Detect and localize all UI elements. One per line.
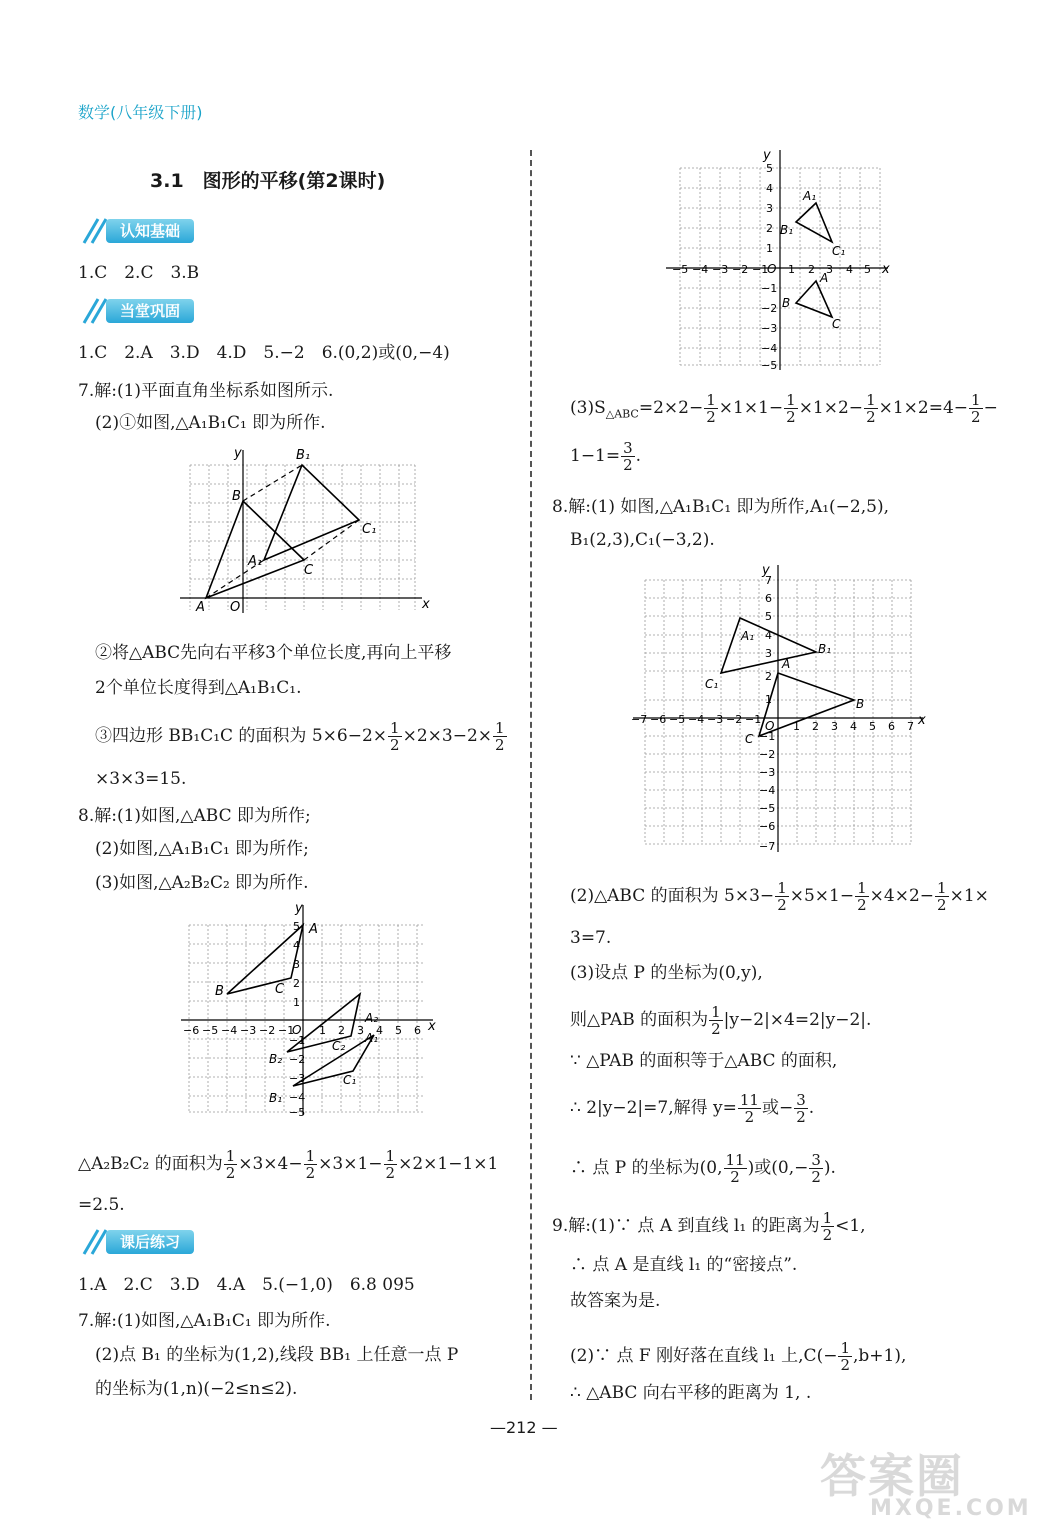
fraction-half: $\frac{1}{2}$ (225, 1147, 236, 1182)
fraction-half: $\frac{1}{2}$ (706, 391, 716, 426)
fig4-xtick: 3 (831, 720, 838, 733)
figure-q8-triangles (175, 900, 440, 1120)
fig3-ytick: 2 (766, 222, 773, 235)
fig3-y-label: y (763, 148, 771, 163)
fig3-origin: O (767, 262, 777, 276)
page-number: —212 — (490, 1418, 558, 1437)
ac-q7-part1: 7.解:(1)如图,△A₁B₁C₁ 即为所作. (78, 1311, 331, 1331)
fig3-xtick: 2 (808, 263, 815, 276)
q7-part2: (2)①如图,△A₁B₁C₁ 即为所作. (95, 413, 326, 433)
q8-part2: (2)如图,△A₁B₁C₁ 即为所作; (95, 839, 309, 859)
fig4-label-B: B (856, 697, 865, 711)
q7-part1: 7.解:(1)平面直角坐标系如图所示. (78, 381, 334, 401)
ac-q9-answer: 故答案为是. (570, 1291, 661, 1311)
fig4-label-B1: B₁ (818, 642, 832, 656)
fig2-xtick: −3 (240, 1024, 257, 1037)
fig4-ytick: −7 (759, 840, 776, 853)
answers-consolidation: 1.C 2.A 3.D 4.D 5.−2 6.(0,2)或(0,−4) (78, 343, 450, 363)
ac-q9-conclusion: ∴ 点 A 是直线 l₁ 的“密接点”. (570, 1255, 798, 1275)
ac-q8-part1: 8.解:(1) 如图,△A₁B₁C₁ 即为所作,A₁(−2,5), (552, 497, 889, 517)
fig4-origin: O (765, 719, 775, 733)
fraction-half: $\frac{1}{2}$ (857, 879, 867, 914)
fraction-half: $\frac{1}{2}$ (385, 1147, 396, 1182)
fig2-y-label: y (295, 901, 303, 916)
fig1-label-A: A (196, 600, 205, 615)
ac-q9-part2: (2)∵ 点 F 刚好落在直线 l₁ 上,C(− $\frac{1}{2}$ ,b+1), (570, 1339, 907, 1374)
fig2-xtick: 4 (376, 1024, 383, 1037)
fig3-xtick: −3 (712, 263, 729, 276)
q8-part3: (3)如图,△A₂B₂C₂ 即为所作. (95, 873, 309, 893)
fig4-xtick: −6 (650, 713, 667, 726)
q8-area-result: =2.5. (78, 1195, 125, 1215)
ac-q8-area-formula: (2)△ABC 的面积为 5×3− $\frac{1}{2}$ ×5×1− $\frac{1}{2}$ ×4×2− $\frac{1}{2}$ ×1× (570, 879, 989, 914)
q8-part1: 8.解:(1)如图,△ABC 即为所作; (78, 806, 311, 826)
q7-translation-result: 2个单位长度得到△A₁B₁C₁. (95, 678, 302, 698)
fig3-xtick: 5 (864, 263, 871, 276)
fraction-half: $\frac{1}{2}$ (840, 1339, 850, 1374)
fig3-xtick: 3 (826, 263, 833, 276)
ac-q7-part2: (2)点 B₁ 的坐标为(1,2),线段 BB₁ 上任意一点 P (95, 1345, 459, 1365)
fig3-xtick: 1 (788, 263, 795, 276)
fig4-xtick: −3 (707, 713, 724, 726)
fig2-label-B2: B₂ (269, 1052, 283, 1066)
ac-q7-area-result: 1−1= $\frac{3}{2}$ . (570, 439, 642, 474)
fig2-xtick: −1 (278, 1024, 295, 1037)
fig3-ytick: 3 (766, 202, 773, 215)
ac-q8-p-coords: ∴ 点 P 的坐标为(0, $\frac{11}{2}$ )或(0,− $\frac{3}{2}$ ). (570, 1151, 836, 1186)
column-divider (530, 150, 532, 1400)
ac-q9-translation: ∴ △ABC 向右平移的距离为 1, . (570, 1383, 812, 1403)
fraction-half: $\frac{1}{2}$ (971, 391, 981, 426)
fig2-ytick: 4 (293, 939, 300, 952)
fig2-xtick: −5 (202, 1024, 219, 1037)
fig1-label-A1: A₁ (248, 554, 263, 569)
fig2-ytick: −5 (289, 1106, 306, 1119)
fig2-xtick: 2 (338, 1024, 345, 1037)
fraction-half: $\frac{1}{2}$ (822, 1209, 833, 1244)
fig2-xtick: −2 (259, 1024, 276, 1037)
fig4-ytick: 1 (765, 693, 772, 706)
figure-q7-translation (180, 445, 430, 620)
fig3-label-B1: B₁ (780, 223, 794, 237)
figure-ac-q8-triangles (625, 560, 935, 860)
fig2-xtick: −4 (221, 1024, 238, 1037)
fig2-label-C: C (275, 982, 285, 997)
fraction-half: $\frac{1}{2}$ (495, 719, 505, 754)
fraction-eleven-halves: $\frac{11}{2}$ (739, 1091, 759, 1126)
fig2-x-label: x (428, 1019, 436, 1034)
fig2-xtick: 6 (414, 1024, 421, 1037)
fig4-xtick: 4 (850, 720, 857, 733)
fig2-label-A1: A₁ (365, 1031, 379, 1045)
fig4-ytick: −4 (759, 784, 776, 797)
fig4-xtick: −4 (688, 713, 705, 726)
fig2-ytick: 5 (293, 920, 300, 933)
fig4-ytick: −5 (759, 802, 776, 815)
fraction-three-halves: $\frac{3}{2}$ (623, 439, 633, 474)
fig2-xtick: −6 (183, 1024, 200, 1037)
fig4-label-C1: C₁ (705, 677, 719, 691)
watermark-url: MXQE.COM (870, 1496, 1032, 1521)
fig4-xtick: 6 (888, 720, 895, 733)
ac-q8-because: ∵ △PAB 的面积等于△ABC 的面积, (570, 1051, 838, 1071)
fig2-ytick: −3 (289, 1072, 306, 1085)
fig4-ytick: −1 (759, 730, 776, 743)
fig2-label-B: B (215, 984, 224, 999)
fig1-label-C1: C₁ (362, 522, 377, 537)
fig3-ytick: −4 (761, 342, 778, 355)
q7-area-formula: ③四边形 BB₁C₁C 的面积为 5×6−2× $\frac{1}{2}$ ×2×3−2× $\frac{1}{2}$ (95, 719, 505, 754)
fraction-half: $\frac{1}{2}$ (937, 879, 947, 914)
fig4-ytick: 2 (765, 670, 772, 683)
fig4-ytick: −2 (759, 748, 776, 761)
fraction-half: $\frac{1}{2}$ (866, 391, 876, 426)
ac-q8-pab-area: 则△PAB 的面积为 $\frac{1}{2}$ |y−2|×4=2|y−2|. (570, 1003, 872, 1038)
fig4-label-A1: A₁ (741, 629, 755, 643)
book-header: 数学(八年级下册) (78, 103, 203, 122)
fig3-label-C: C (832, 317, 841, 331)
fig2-ytick: −4 (289, 1091, 306, 1104)
fig3-ytick: 5 (766, 162, 773, 175)
fig3-ytick: 1 (766, 242, 773, 255)
fig2-ytick: −2 (289, 1053, 306, 1066)
fig3-ytick: −3 (761, 322, 778, 335)
fig2-label-A2: A₂ (365, 1011, 379, 1025)
banner-label: 课后练习 (106, 1230, 194, 1254)
fig1-y-label: y (234, 446, 242, 461)
fig2-ytick: 1 (293, 996, 300, 1009)
fig3-ytick: −5 (761, 359, 778, 372)
fig3-x-label: x (882, 262, 890, 277)
fig3-xtick: −4 (692, 263, 709, 276)
ac-q7-area-formula: $(3)S_{\triangle ABC}=2\times 2-$ $\frac{1}{2}$ ×1×1− $\frac{1}{2}$ ×1×2− $\frac{1}{2}$ ×1×2=4− $\frac{1}{2}$ − (570, 391, 998, 426)
fig4-ytick: 7 (765, 574, 772, 587)
fig3-xtick: −1 (752, 263, 769, 276)
watermark-logo: 答案圈 (820, 1449, 964, 1503)
fig2-ytick: −1 (289, 1034, 306, 1047)
fig4-xtick: 2 (812, 720, 819, 733)
fig3-xtick: 4 (846, 263, 853, 276)
ac-q8-area-result: 3=7. (570, 928, 612, 948)
q7-area-result: ×3×3=15. (95, 769, 187, 789)
fig1-label-B1: B₁ (296, 448, 311, 463)
fig4-x-label: x (918, 713, 926, 728)
fig4-ytick: 6 (765, 592, 772, 605)
fig4-xtick: 5 (869, 720, 876, 733)
fig3-ytick: −2 (761, 302, 778, 315)
fig4-ytick: 4 (765, 629, 772, 642)
fig4-xtick: −5 (669, 713, 686, 726)
fraction-half: $\frac{1}{2}$ (786, 391, 796, 426)
fig3-label-C1: C₁ (832, 244, 846, 258)
fig4-ytick: −3 (759, 766, 776, 779)
ac-q8-coords: B₁(2,3),C₁(−3,2). (570, 530, 715, 550)
fig4-xtick: −7 (631, 713, 648, 726)
fig1-x-label: x (422, 597, 430, 612)
ac-q9-part1: 9.解:(1)∵ 点 A 到直线 l₁ 的距离为 $\frac{1}{2}$ <1, (552, 1209, 866, 1244)
fig2-label-B1: B₁ (269, 1091, 283, 1105)
fig4-label-C: C (745, 732, 754, 746)
figure-ac-q7-triangles (660, 145, 900, 375)
fig2-ytick: 2 (293, 977, 300, 990)
fig1-label-B: B (232, 489, 241, 504)
fig4-label-A: A (782, 657, 791, 671)
fraction-three-halves: $\frac{3}{2}$ (796, 1091, 806, 1126)
fraction-three-halves: $\frac{3}{2}$ (811, 1151, 821, 1186)
fig4-xtick: 7 (907, 720, 914, 733)
fig3-label-A1: A₁ (803, 189, 817, 203)
fig3-ytick: −1 (761, 282, 778, 295)
fig2-label-A: A (309, 922, 318, 937)
fig2-xtick: 5 (395, 1024, 402, 1037)
answers-basics: 1.C 2.C 3.B (78, 263, 200, 283)
section-title: 3.1 图形的平移(第2课时) (150, 170, 386, 192)
slash-decoration-icon (78, 297, 108, 325)
slash-decoration-icon (78, 1228, 108, 1256)
ac-q8-part3: (3)设点 P 的坐标为(0,y), (570, 963, 763, 983)
fig4-xtick: −2 (726, 713, 743, 726)
fig3-ytick: 4 (766, 182, 773, 195)
fraction-half: $\frac{1}{2}$ (305, 1147, 316, 1182)
fig2-xtick: 3 (357, 1024, 364, 1037)
fig3-label-A: A (820, 271, 829, 285)
ac-q8-solve: ∴ 2|y−2|=7,解得 y= $\frac{11}{2}$ 或− $\frac{3}{2}$ . (570, 1091, 815, 1126)
slash-decoration-icon (78, 217, 108, 245)
q8-area-formula: △A₂B₂C₂ 的面积为 $\frac{1}{2}$ ×3×4− $\frac{1}{2}$ ×3×1− $\frac{1}{2}$ ×2×1−1×1 (78, 1147, 499, 1182)
fraction-half: $\frac{1}{2}$ (390, 719, 400, 754)
fig2-xtick: 1 (319, 1024, 326, 1037)
banner-label: 认知基础 (106, 219, 194, 243)
fig4-ytick: 3 (765, 647, 772, 660)
fig1-label-C: C (304, 563, 314, 578)
fig4-ytick: 5 (765, 610, 772, 623)
answers-after-class: 1.A 2.C 3.D 4.A 5.(−1,0) 6.8 095 (78, 1275, 415, 1295)
fraction-eleven-halves: $\frac{11}{2}$ (725, 1151, 745, 1186)
fraction-half: $\frac{1}{2}$ (777, 879, 787, 914)
fig4-y-label: y (762, 563, 770, 578)
fig4-ytick: −6 (759, 820, 776, 833)
fig3-xtick: −2 (732, 263, 749, 276)
q7-translation-step: ②将△ABC先向右平移3个单位长度,再向上平移 (95, 643, 452, 663)
fig3-label-B: B (782, 296, 791, 310)
fig2-label-C1: C₁ (343, 1073, 357, 1087)
fig2-label-C2: C₂ (332, 1039, 346, 1053)
fig1-origin: O (230, 600, 241, 615)
fig2-origin: O (292, 1023, 302, 1037)
fraction-half: $\frac{1}{2}$ (711, 1003, 721, 1038)
fig4-xtick: −1 (745, 713, 762, 726)
fig2-ytick: 3 (293, 958, 300, 971)
ac-q7-part2-cont: 的坐标为(1,n)(−2≤n≤2). (95, 1379, 298, 1399)
fig4-xtick: 1 (793, 720, 800, 733)
fig3-xtick: −5 (672, 263, 689, 276)
banner-label: 当堂巩固 (106, 299, 194, 323)
